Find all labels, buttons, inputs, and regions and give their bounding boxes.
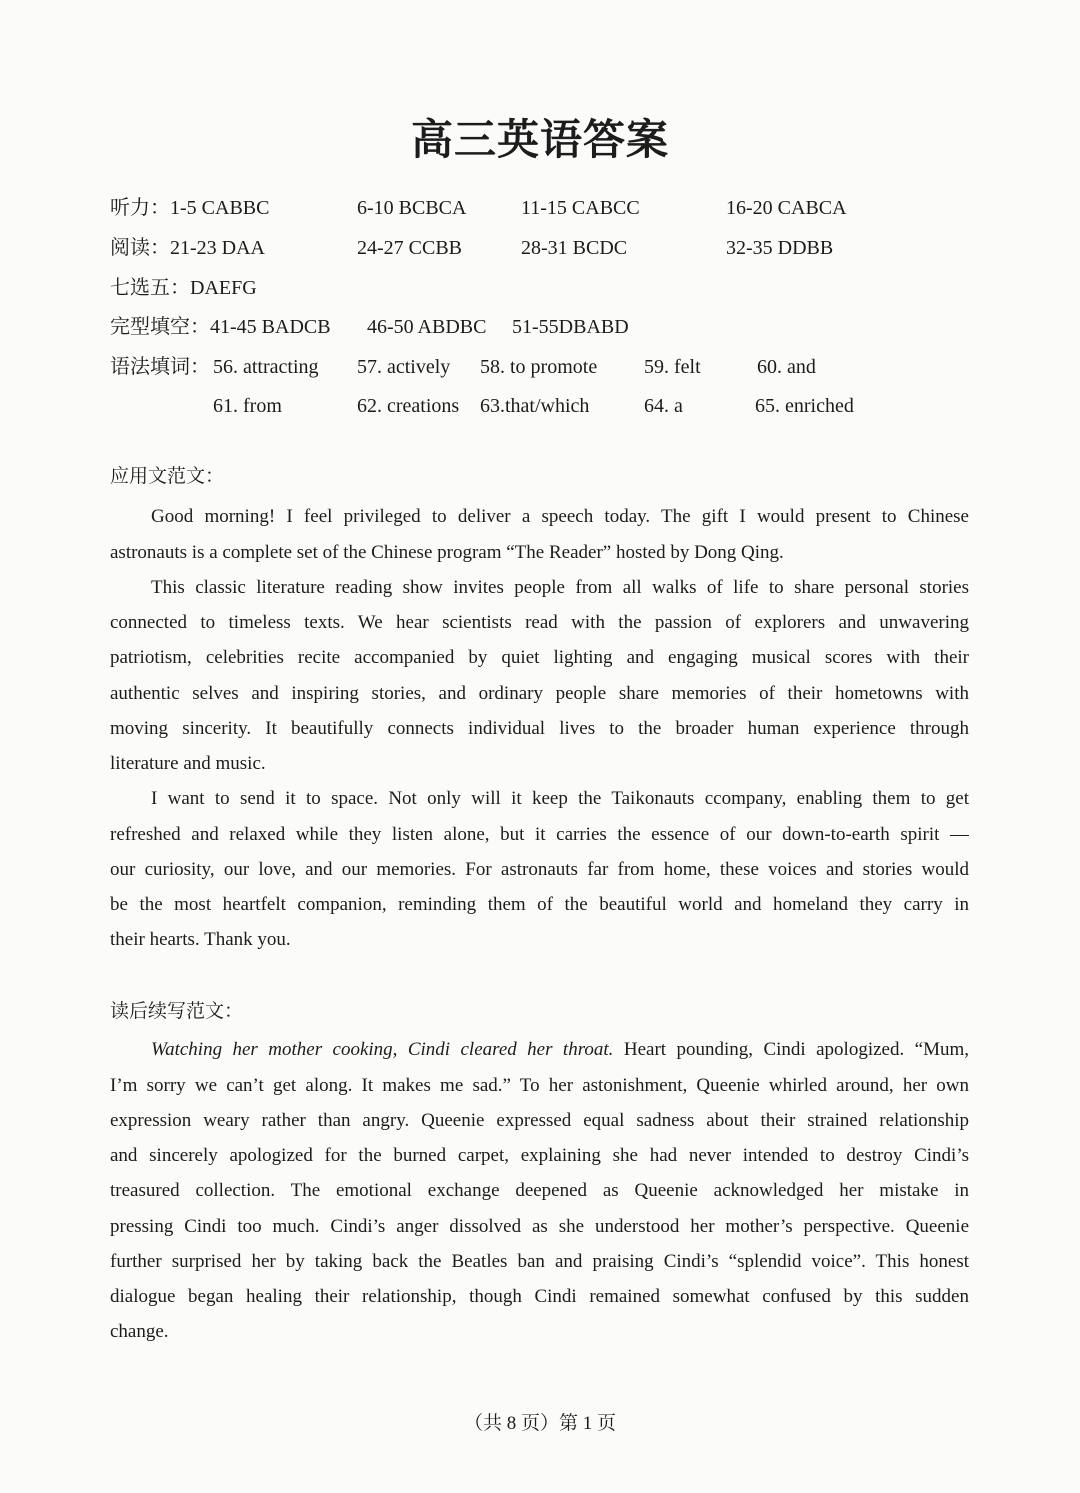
body-line: This classic literature reading show invites people from all walks of life to share personal stories [151,576,969,598]
answer-group: 11-15 CABCC [521,197,640,219]
body-line: I’m sorry we can’t get along. It makes me sad.” To her astonishment, Queenie whirled around, her own [110,1074,969,1096]
cloze-label: 完型填空： [110,316,210,338]
body-line: change. [110,1321,169,1343]
seven-choose-five-label: 七选五： [110,277,190,299]
answer-group: DAEFG [190,277,257,299]
answer-group: 24-27 CCBB [357,237,463,259]
body-line: their hearts. Thank you. [110,929,291,951]
continuation-sample [110,1032,969,1349]
reading-label: 阅读： [110,237,170,259]
page-title: 高三英语答案 [410,115,669,164]
writing-heading: 应用文范文： [110,466,225,487]
writing-sample [110,499,969,957]
grammar-answer: 58. to promote [480,356,598,378]
body-line: authentic selves and inspiring stories, and ordinary people share memories of their hometowns with [110,682,969,704]
body-line: I want to send it to space. Not only will it keep the Taikonauts ccompany, enabling them to get [151,788,969,810]
body-line: patriotism, celebrities recite accompanied by quiet lighting and engaging musical scores with their [110,647,969,669]
body-line: pressing Cindi too much. Cindi’s anger dissolved as she understood her mother’s perspective. Queenie [110,1215,969,1237]
body-line: expression weary rather than angry. Queenie expressed equal sadness about their strained relationship [110,1109,969,1131]
body-line: astronauts is a complete set of the Chinese program “The Reader” hosted by Dong Qing. [110,541,784,563]
answer-group: 6-10 BCBCA [357,197,467,219]
answer-group: 1-5 CABBC [170,197,270,219]
cloze-answers-1 [110,313,331,341]
body-line: connected to timeless texts. We hear scientists read with the passion of explorers and unwavering [110,612,969,634]
body-line: and sincerely apologized for the burned carpet, explaining she had never intended to destroy Cindi’s [110,1145,969,1167]
grammar-answer: 60. and [757,356,816,378]
body-line-text: Heart pounding, Cindi apologized. “Mum, [623,1039,969,1061]
grammar-answer: 57. actively [357,356,451,378]
answer-group: 16-20 CABCA [726,197,847,219]
grammar-answer: 64. a [644,395,683,417]
reading-answers-1 [110,234,265,262]
body-line: refreshed and relaxed while they listen alone, but it carries the essence of our down-to-earth spirit — [110,823,969,845]
body-line: be the most heartfelt companion, reminding them of the beautiful world and homeland they carry in [110,894,969,916]
grammar-label: 语法填词： [110,356,210,378]
body-line: dialogue began healing their relationship, though Cindi remained somewhat confused by this sudden [110,1286,969,1308]
page-footer: （共 8 页）第 1 页 [463,1413,616,1434]
answer-group: 28-31 BCDC [521,237,628,259]
answer-group: 32-35 DDBB [726,237,834,259]
body-line: moving sincerity. It beautifully connects individual lives to the broader human experience through [110,717,969,739]
body-line: further surprised her by taking back the Beatles ban and praising Cindi’s “splendid voice”. This honest [110,1250,969,1272]
answer-group: 46-50 ABDBC [367,316,487,338]
grammar-answer: 62. creations [357,395,460,417]
body-line: literature and music. [110,753,266,775]
body-line: our curiosity, our love, and our memories. For astronauts far from home, these voices and stories would [110,858,969,880]
answer-group: 51-55DBABD [512,316,629,338]
italic-opening-sentence: Watching her mother cooking, Cindi cleared her throat. [151,1039,614,1061]
grammar-answer: 59. felt [644,356,701,378]
seven-choose-five-answers [110,274,257,302]
body-line: treasured collection. The emotional exchange deepened as Queenie acknowledged her mistake in [110,1180,969,1202]
grammar-answer: 56. attracting [213,356,319,378]
grammar-answer: 63.that/which [480,395,590,417]
answer-group: 21-23 DAA [170,237,265,259]
listening-answers-1 [110,194,269,222]
answer-group: 41-45 BADCB [210,316,331,338]
grammar-answer: 65. enriched [755,395,854,417]
grammar-answer: 61. from [213,395,282,417]
body-line [110,1032,969,1067]
listening-label: 听力： [110,197,170,219]
continuation-heading: 读后续写范文： [110,1001,244,1022]
body-line: Good morning! I feel privileged to deliver a speech today. The gift I would present to Chinese [151,506,969,528]
